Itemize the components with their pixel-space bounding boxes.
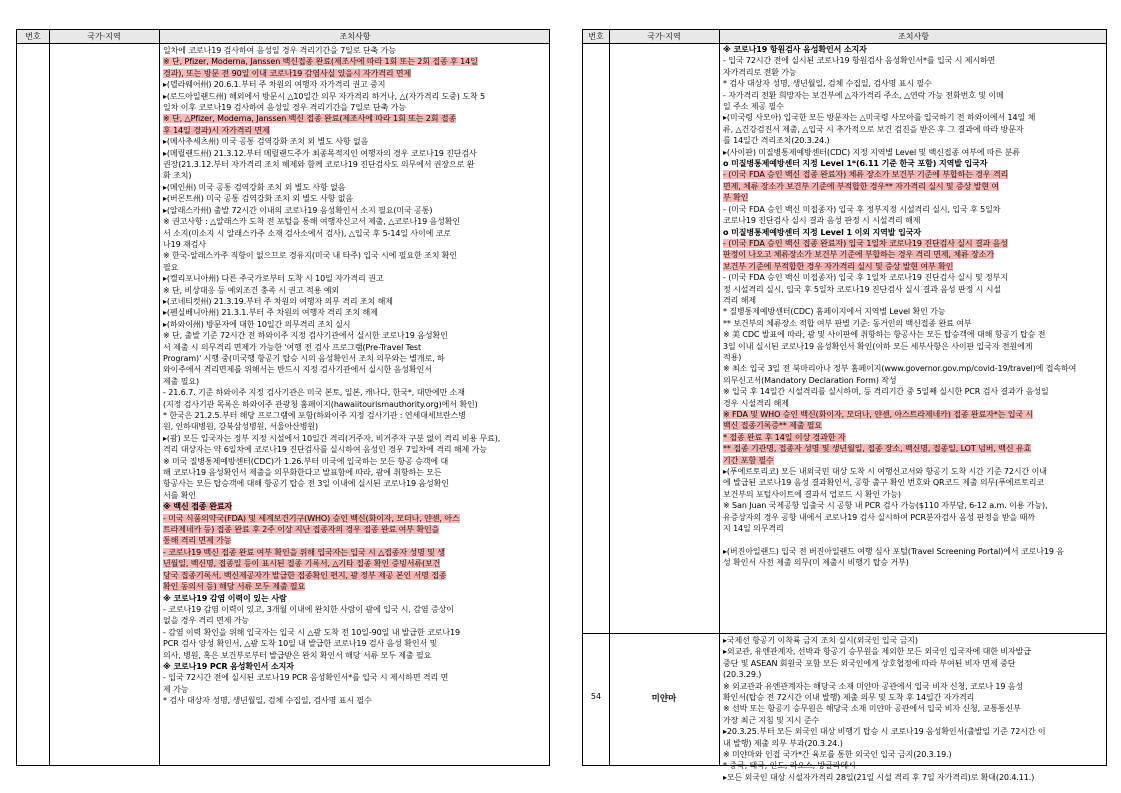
text-line: 통해 격리 면제 가능 xyxy=(163,536,232,546)
header-no: 번호 xyxy=(588,32,604,41)
text-line: 년월일, 백신명, 접종일 등이 표시된 접종 기록서, △기타 접종 확인 증빙서류(보건 xyxy=(163,559,441,569)
text-line: ▸(메사추세츠州) 미국 공통 검역강화 조치 외 별도 사항 없음 xyxy=(163,137,369,147)
text-line: * 검사 대상자 성명, 생년월일, 검체 수집일, 검사명 표시 필수 xyxy=(723,79,932,89)
text-line: ** 보건부의 체류장소 적합 여부 판별 기준: 동거인의 백신접종 완료 여부 xyxy=(723,318,972,328)
text-line: 지 14일 의무격리 xyxy=(723,524,784,534)
text-line: 제 가능 xyxy=(163,684,189,694)
text-line: 트라제네카 등) 접종 완료 후 2주 이상 지난 접종자의 경우 접종 완료 여부 확인을 xyxy=(163,525,440,535)
text-line: 일 주소 제공 필수 xyxy=(723,102,784,112)
text-line: 화 조치) xyxy=(163,171,192,181)
text-line: 코로나19 진단검사 실시 결과 음성 판정 시 시설격리 해제 xyxy=(723,216,921,226)
text-line: - 입국 72시간 전에 실시된 코로나19 항원검사 음성확인서*를 입국 시 제시하면 xyxy=(723,56,996,66)
text-line: - 코로나19 백신 접종 완료 여부 확인을 위해 입국자는 입국 시 △접종자 성명 및 생 xyxy=(163,547,445,557)
text-line: 나19 재검사 xyxy=(163,239,206,249)
text-line: 를 14일간 격리조치(20.3.24.) xyxy=(723,136,830,146)
text-line: ▸(미국령 사모아) 입국한 모든 방문자는 △미국령 사모아를 입국하기 전 하와이에서 14일 체 xyxy=(723,113,1036,123)
left-table-body xyxy=(17,44,549,765)
text-line: 가장 최근 지침 및 지시 준수 xyxy=(723,715,820,725)
text-line: ※ 단, 출발 기준 72시간 전 하와이주 지정 검사기관에서 실시한 코로나19 음성확인 xyxy=(163,331,448,341)
text-line: ※ 美 CDC 발표에 따라, 괌 및 사이판에 취항하는 항공사는 모든 탑승객에 대해 항공기 탑승 전 xyxy=(723,330,1046,340)
text-line: 보건부의 포털사이트에 결과서 업로드 시 확인 가능) xyxy=(723,489,901,499)
text-line: * 중국, 태국, 인도, 라오스, 방글라데시 xyxy=(723,761,856,771)
text-line: ※ 미얀마와 인접 국가*간 육로를 통한 외국인 입국 금지(20.3.19.) xyxy=(723,750,952,760)
text-line: * 검사 대상자 성명, 생년월일, 검체 수집일, 검사명 표시 필수 xyxy=(163,696,372,706)
text-line: ※ 코로나19 감염 이력이 있는 사람 xyxy=(163,593,287,603)
text-line: ※ 단, △Pfizer, Moderna, Janssen 백신 접종 완료(제조사에 따라 1회 또는 2회 접종 xyxy=(163,114,457,124)
text-line: ▸모든 외국인 대상 시설자가격리 28일(21일 시설 격리 후 7일 자가격리)로 확대(20.4.11.) xyxy=(723,772,1035,782)
text-line: ▸(메릴랜드州) 21.3.12.부터 메릴랜드주가 최종목적지인 여행자의 경우 코로나19 진단검사 xyxy=(163,148,477,158)
text-line: ※ 한국-알래스카주 직항이 없으므로 경유지(미국 내 타주) 입국 시에 필요한 조치 확인 xyxy=(163,251,458,261)
text-line: ※ 코로나19 항원검사 음성확인서 소지자 xyxy=(723,45,867,54)
text-line: (20.3.29.) xyxy=(723,670,762,680)
left-table-header xyxy=(17,30,549,44)
text-line: ▸(괌) 모든 입국자는 정부 지정 시설에서 10일간 격리(거주자, 비거주자 구분 없이 격리 비용 무료), xyxy=(163,433,501,443)
text-line: ▸국제선 항공기 이착륙 금지 조치 실시(외국인 입국 금지) xyxy=(723,636,918,645)
header-measure: 조치사항 xyxy=(339,32,371,41)
text-line: ※ FDA 및 WHO 승인 백신(화이자, 모더나, 얀센, 아스트라제네카) 접종 완료자*는 입국 시 xyxy=(723,410,1034,419)
text-line: ※ 코로나19 PCR 음성확인서 소지자 xyxy=(163,661,294,671)
right-table-header xyxy=(583,30,1106,44)
text-line: 의무신고서(Mandatory Declaration Form) 작성 xyxy=(723,375,897,385)
text-line: ▸(하와이州) 방문자에 대한 10일간 의무격리 조치 실시 xyxy=(163,319,351,329)
text-line: 보건부 기준에 부적합한 경우 자가격리 실시 및 증상 발현 여부 확인 xyxy=(723,261,954,271)
text-line: o 미질병통제예방센터 지정 Level 1 이외 지역발 입국자 xyxy=(723,227,921,237)
text-line: ▸(버진아일랜드) 입국 전 버진아일랜드 여행 심사 포털(Travel Screening Portal)에서 코로나19 음 xyxy=(723,546,1064,556)
text-line: - (미국 FDA 승인 백신 접종 완료자) 체류 장소가 보건부 기준에 부합하는 경우 격리 xyxy=(723,170,1009,180)
text-line: ▸20.3.25.부터 모든 외국인 대상 비행기 탑승 시 코로나19 음성확인서(출발일 기준 72시간 이 xyxy=(723,727,1046,737)
text-line: 부 확인 xyxy=(723,193,749,203)
text-line: ※ 외교관과 유엔관계자는 해당국 소재 미얀마 공관에서 입국 비자 신청, 코로나 19 음성 xyxy=(723,681,1024,691)
text-line: 확인서(탑승 전 72시간 이내 발행) 제출 의무 및 도착 후 14일간 자가격리 xyxy=(723,693,975,703)
text-line: 격리 대상자는 약 6일차에 코로나19 진단검사를 실시하여 음성인 경우 7일차에 격리 해제 가능 xyxy=(163,445,487,455)
text-line: ** 접종 기관명, 접종자 성명 및 생년월일, 접종 장소, 백신명, 접종일, LOT 넘버, 백신 유효 xyxy=(723,444,1032,454)
row-divider xyxy=(583,633,1106,634)
text-line: ▸(코네티컷州) 21.3.19.부터 주 차원의 여행자 의무 격리 조치 해제 xyxy=(163,296,393,306)
text-line: - 21.6.7. 기준 하와이주 지정 검사기관은 미국 본토, 일본, 캐나다, 한국*, 대만에만 소재 xyxy=(163,388,465,398)
text-line: - 미국 식품의약국(FDA) 및 세계보건기구(WHO) 승인 백신(화이자, 모더나, 얀센, 아스 xyxy=(163,513,460,523)
text-line: Program)' 시행 중(미국행 항공기 탑승 시의 음성확인서 조치 의무와는 별개로, 하 xyxy=(163,353,445,363)
text-line: ▸(사이판) 미질병통제예방센터(CDC) 지정 지역별 Level 및 백신접종 여부에 따른 분류 xyxy=(723,147,1020,157)
text-line: 서 제출 시 의무격리 면제가 가능한 '여행 전 검사 프로그램(Pre-Travel Test xyxy=(163,342,421,352)
measure-text-block xyxy=(163,45,547,707)
text-line: ※ 권고사항 : △알래스카 도착 전 포털을 통해 여행자신고서 제출, △코로나19 음성확인 xyxy=(163,217,461,227)
text-line: 경우 시설격리 해제 xyxy=(723,398,789,408)
text-line: 에 발급된 코로나19 음성 결과확인서, 공항 출구 확인 번호와 QR코드 제출 의무(푸에르토리코 xyxy=(723,478,1044,488)
text-line: ※ 백신 접종 완료자 xyxy=(163,502,233,512)
text-line: 기간 포함 필수 xyxy=(723,455,774,465)
text-line: 당국 접종기록서, 백신제공자가 발급한 접종확인 편지, 괌 정부 제공 본인 서명 접종 xyxy=(163,570,447,580)
text-line: o 미질병통제예방센터 지정 Level 1*(6.11 기준 한국 포함) 지역발 입국자 xyxy=(723,159,988,169)
text-line: - 자가격리 전환 희망자는 보건부에 △자가격리 주소, △연락 가능 전화번호 및 이메 xyxy=(723,90,1004,100)
text-line: ▸(알래스카州) 출발 72시간 이내의 코로나19 음성확인서 소지 필요(미국 공통) xyxy=(163,205,433,215)
text-line: ※ San Juan 국제공항 입출국 시 공항 내 PCR 검사 가능($110 자부담, 6-12 a.m. 이용 가능), xyxy=(723,501,1048,511)
text-line: 서 소지(미소지 시 알래스카주 소재 검사소에서 검사), △입국 후 5-14일 사이에 코로 xyxy=(163,228,452,238)
header-country: 국가·지역 xyxy=(87,32,121,41)
text-line: 항공사는 모든 탑승객에 대해 항공기 탑승 전 3일 이내에 실시된 코로나19 음성확인 xyxy=(163,479,449,489)
text-line: * 접종 완료 후 14일 이상 경과한 자 xyxy=(723,432,846,442)
text-line: ▸(로드아일랜드州) 해외에서 방문시 △10일간 의무 자가격리 하거나, △(자가격리 도중) 도착 5 xyxy=(163,91,485,101)
text-line: ▸외교관, 유엔관계자, 선박과 항공기 승무원을 제외한 모든 외국인 입국자에 대한 비자발급 xyxy=(723,647,1031,657)
text-line: 정 시설격리 실시, 입국 후 5일차 코로나19 진단검사 실시 결과 음성 판정 시 시설 xyxy=(723,284,1002,294)
text-line: 해 코로나19 음성확인서 제출을 의무화한다고 발표함에 따라, 괌에 취항하는 모든 xyxy=(163,468,442,478)
text-line: 면제, 체류 장소가 보건부 기준에 부적합한 경우** 자가격리 실시 및 증상 발현 여 xyxy=(723,181,1000,191)
text-line: ※ 입국 후 14일간 시설격리를 실시하며, 등 격리기간 중 5일째 실시한 PCR 검사 결과가 음성일 xyxy=(723,387,1049,397)
text-line: (지정 검사기관 목록은 하와이주 관광청 홈페이지(hawaiitourismauthority.org)에서 확인) xyxy=(163,399,478,409)
text-line: 확인 동의서 등) 해당 서류 모두 제출 필요 xyxy=(163,582,306,592)
left-table xyxy=(16,29,550,766)
text-line: ※ 단, 비상대응 등 예외조건 충족 시 권고 적용 예외 xyxy=(163,285,339,295)
text-line: 판정이 나오고 체류장소가 보건부 기준에 부합하는 경우 격리 면제, 체류 장소가 xyxy=(723,250,994,260)
right-table xyxy=(582,29,1107,782)
row-number: 54 xyxy=(590,692,602,701)
text-line: ▸(푸에르토리코) 모든 내외국민 대상 도착 시 여행신고서와 항공기 도착 시간 기준 72시간 이내 xyxy=(723,467,1047,477)
text-line: ※ 최소 입국 3일 전 북마리아나 정부 홈페이지(www.governor.gov.mp/covid-19/travel)에 접속하여 xyxy=(723,364,1077,374)
text-line: * 한국은 21.2.5.부터 해당 프로그램에 포함(하와이주 지정 검사기관 : 연세대세브란스병 xyxy=(163,411,466,420)
text-line: 성 확인서 사전 제출 의무(미 제출시 비행기 탑승 거부) xyxy=(723,558,909,568)
text-line xyxy=(723,534,1104,545)
country-name: 미얀마 xyxy=(651,694,677,704)
text-line: 류, △건강검진서 제출, △입국 시 추가적으로 보건 검진을 받은 후 그 결과에 따라 방문자 xyxy=(723,124,1024,134)
header-country: 국가·지역 xyxy=(647,32,681,41)
text-line: - 입국 72시간 전에 실시된 코로나19 PCR 음성확인서*를 입국 시 제시하면 격리 면 xyxy=(163,673,449,683)
text-line: 제출 필요) xyxy=(163,376,199,386)
text-line: 적용) xyxy=(723,352,742,362)
header-measure: 조치사항 xyxy=(898,32,929,41)
text-line: ▸(펜실베니아州) 21.3.1.부터 주 차원의 여행자 격리 조치 해제 xyxy=(163,308,378,318)
text-line: 중단 및 ASEAN 회원국 포함 모든 외국인에게 상호협정에 따라 부여된 비자 면제 중단 xyxy=(723,658,1016,668)
text-line: ▸(버몬트州) 미국 공통 검역강화 조치 외 별도 사항 없음 xyxy=(163,194,353,204)
text-line: 와이주에서 격리면제를 위해서는 반드시 지정 검사기관에서 실시한 음성확인서 xyxy=(163,365,432,375)
text-line: 원, 인하대병원, 강북삼성병원, 서울아산병원) xyxy=(163,422,318,432)
text-line: 일차 이후 코로나19 검사하여 음성일 경우 격리기간을 7일로 단축 가능 xyxy=(163,103,406,113)
text-line: ※ 단, Pfizer, Moderna, Janssen 백신접종 완료(제조사에 따라 1회 또는 2회 접종 후 14일 xyxy=(163,57,478,67)
text-line: 자가격리로 전환 가능 xyxy=(723,67,797,77)
text-line: - (미국 FDA 승인 백신 접종 완료자) 입국 1일차 코로나19 진단검사 실시 결과 음성 xyxy=(723,238,1008,248)
text-line: 없을 경우 격리 면제 가능 xyxy=(163,616,250,626)
text-line: 경과), 또는 방문 전 90일 이내 코로나19 감염사실 있을시 자가격리 면제 xyxy=(163,68,412,78)
header-no: 번호 xyxy=(25,32,41,41)
text-line: - (미국 FDA 승인 백신 미접종자) 입국 후 정부지정 시설격리 실시, 입국 후 5일차 xyxy=(723,204,1001,214)
text-line: - 감염 이력 확인을 위해 입국자는 입국 시 △괌 도착 전 10일-90일 내 발급한 코로나19 xyxy=(163,627,460,637)
text-line: 3일 이내 실시된 코로나19 음성확인서 확인(이하 모든 세부사항은 사이판 입국자 전원에게 xyxy=(723,341,1033,351)
text-line: ▸(메인州) 미국 공통 검역강화 조치 외 별도 사항 없음 xyxy=(163,182,346,192)
text-line: 후 14일 경과)시 자가격리 면제 xyxy=(163,125,270,135)
text-line: PCR 검사 양성 확인서, △괌 도착 10일 내 발급한 코로나19 검사 음성 확인서 및 xyxy=(163,639,438,649)
text-line: 내 발행) 제출 의무 부과(20.3.24.) xyxy=(723,738,843,748)
text-line: 유증상자의 경우 공항 내에서 코로나19 검사 실시하여 PCR분자검사 음성 판정을 받을 때까 xyxy=(723,512,1035,522)
measure-text-block xyxy=(723,44,1104,569)
text-line: ▸(델라웨어州) 20.6.1.부터 주 차원의 여행자 자가격리 권고 중지 xyxy=(163,80,386,90)
text-line: 권장(21.3.12.부터 자가격리 조치 해제와 함께 코로나19 진단검사도 의무에서 권장으로 완 xyxy=(163,160,475,170)
text-line: 서를 확인 xyxy=(163,490,196,500)
text-line: * 질병통제예방센터(CDC) 홈페이지에서 지역별 Level 확인 가능 xyxy=(723,307,946,317)
text-line: 의사, 병원, 혹은 보건부로부터 발급받은 완치 확인서 해당 서류 모두 제출 필요 xyxy=(163,650,432,660)
myanmar-measure-text xyxy=(723,635,1104,783)
text-line: ※ 선박 또는 항공기 승무원은 해당국 소재 미얀마 공관에서 입국 비자 신청, 교통통신부 xyxy=(723,704,1021,714)
text-line: 백신 접종기록증** 제출 필요 xyxy=(723,421,823,431)
text-line: - 코로나19 감염 이력이 있고, 3개월 이내에 완치한 사람이 괌에 입국 시, 감염 증상이 xyxy=(163,604,454,614)
text-line: ※ 미국 질병통제예방센터(CDC)가 1.26.부터 미국에 입국하는 모든 항공 승객에 대 xyxy=(163,456,449,466)
right-table-body xyxy=(583,44,1106,782)
text-line: 격리 해제 xyxy=(723,295,756,305)
text-line: 일차에 코로나19 검사하여 음성일 경우 격리기간을 7일로 단축 가능 xyxy=(163,46,396,55)
text-line: 필요 xyxy=(163,262,179,272)
text-line: ▸(캘리포니아州) 다른 주국가로부터 도착 시 10일 자가격리 권고 xyxy=(163,274,384,284)
text-line: - (미국 FDA 승인 백신 미접종자) 입국 후 1일차 코로나19 진단검사 실시 및 정부지 xyxy=(723,273,1008,283)
